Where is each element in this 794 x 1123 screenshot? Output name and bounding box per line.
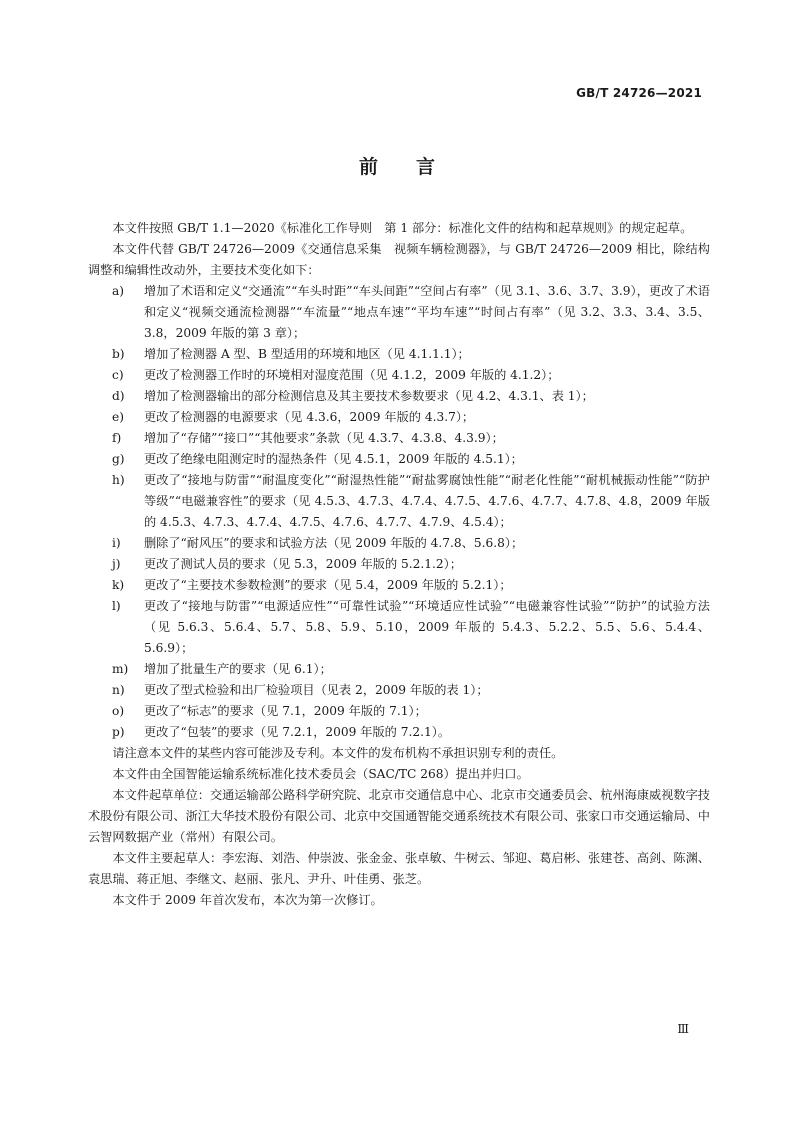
list-item xyxy=(88,575,710,596)
list-item xyxy=(88,281,710,344)
list-item-text: 增加了检测器输出的部分检测信息及其主要技术参数要求（见 4.2、4.3.1、表 1）； xyxy=(144,389,594,403)
list-item-text: 更改了绝缘电阻测定时的湿热条件（见 4.5.1，2009 年版的 4.5.1）； xyxy=(144,452,523,466)
list-item-label: g) xyxy=(112,452,125,466)
list-item xyxy=(88,596,710,659)
list-item-text: 更改了“接地与防雷”“电源适应性”“可靠性试验”“环境适应性试验”“电磁兼容性试验”“防护”的试验方法（见 5.6.3、5.6.4、5.7、5.8、5.9、5.10，2009 年版的 5.4.3、5.2.2、5.5、5.6、5.4.4、5.6.9）； xyxy=(144,599,710,655)
paragraph-patent-notice: 请注意本文件的某些内容可能涉及专利。本文件的发布机构不承担识别专利的责任。 xyxy=(112,746,564,760)
paragraph-proposer: 本文件由全国智能运输系统标准化技术委员会（SAC/TC 268）提出并归口。 xyxy=(112,767,529,781)
list-item-text: 删除了“耐风压”的要求和试验方法（见 2009 年版的 4.7.8、5.6.8）； xyxy=(144,536,524,550)
list-item xyxy=(88,365,710,386)
list-item-label: o) xyxy=(112,704,125,718)
list-item-label: h) xyxy=(112,473,125,487)
list-item xyxy=(88,701,710,722)
foreword-body xyxy=(88,218,710,911)
paragraph-history: 本文件于 2009 年首次发布，本次为第一次修订。 xyxy=(112,893,383,907)
list-item-label: c) xyxy=(112,368,124,382)
list-item xyxy=(88,659,710,680)
list-item-text: 增加了检测器 A 型、B 型适用的环境和地区（见 4.1.1.1）； xyxy=(144,347,470,361)
list-item-label: l) xyxy=(112,599,121,613)
list-item-label: m) xyxy=(112,662,129,676)
list-item xyxy=(88,554,710,575)
list-item-label: a) xyxy=(112,284,125,298)
page-number: Ⅲ xyxy=(677,1022,689,1036)
list-item-text: 更改了“主要技术参数检测”的要求（见 5.4，2009 年版的 5.2.1）； xyxy=(144,578,512,592)
list-item xyxy=(88,533,710,554)
list-item xyxy=(88,386,710,407)
list-item xyxy=(88,428,710,449)
list-item-text: 更改了测试人员的要求（见 5.3，2009 年版的 5.2.1.2）； xyxy=(144,557,462,571)
list-item xyxy=(88,449,710,470)
list-item-label: j) xyxy=(112,557,121,571)
list-item-label: n) xyxy=(112,683,125,697)
paragraph-drafters: 本文件主要起草人：李宏海、刘浩、仲崇波、张金金、张卓敏、牛树云、邹迎、葛启彬、张建苍、高剑、陈渊、袁思瑞、蒋正旭、李继文、赵丽、张凡、尹升、叶佳勇、张芝。 xyxy=(88,851,710,886)
list-item-text: 增加了术语和定义“交通流”“车头时距”“车头间距”“空间占有率”（见 3.1、3.6、3.7、3.9），更改了术语和定义“视频交通流检测器”“车流量”“地点车速”“平均车速”“时间占有率”（见 3.2、3.3、3.4、3.5、3.8，2009 年版的第 3 章）； xyxy=(144,284,710,340)
paragraph-replacement: 本文件代替 GB/T 24726—2009《交通信息采集 视频车辆检测器》，与 GB/T 24726—2009 相比，除结构调整和编辑性改动外，主要技术变化如下： xyxy=(88,242,710,277)
list-item-text: 更改了“标志”的要求（见 7.1，2009 年版的 7.1）； xyxy=(144,704,427,718)
list-item-text: 更改了检测器工作时的环境相对湿度范围（见 4.1.2，2009 年版的 4.1.2）； xyxy=(144,368,560,382)
standard-code: GB/T 24726—2021 xyxy=(576,86,702,100)
page-title: 前言 xyxy=(358,156,473,178)
list-item-text: 更改了检测器的电源要求（见 4.3.6，2009 年版的 4.3.7）； xyxy=(144,410,475,424)
paragraph-drafting-organizations: 本文件起草单位：交通运输部公路科学研究院、北京市交通信息中心、北京市交通委员会、杭州海康威视数字技术股份有限公司、浙江大华技术股份有限公司、北京中交国通智能交通系统技术有限公司、张家口市交通运输局、中云智网数据产业（常州）有限公司。 xyxy=(88,788,710,844)
list-item-label: p) xyxy=(112,725,125,739)
paragraph-drafting-rules: 本文件按照 GB/T 1.1—2020《标准化工作导则 第 1 部分：标准化文件的结构和起草规则》的规定起草。 xyxy=(112,221,693,235)
list-item-text: 更改了“接地与防雷”“耐温度变化”“耐湿热性能”“耐盐雾腐蚀性能”“耐老化性能”“耐机械振动性能”“防护等级”“电磁兼容性”的要求（见 4.5.3、4.7.3、4.7.4、4.7.5、4.7.6、4.7.7、4.7.8、4.8，2009 年版的 4.5.3、4.7.3、4.7.4、4.7.5、4.7.6、4.7.7、4.7.9、4.5.4）； xyxy=(144,473,710,529)
technical-changes-list xyxy=(88,281,710,743)
list-item-text: 更改了“包装”的要求（见 7.2.1，2009 年版的 7.2.1）。 xyxy=(144,725,451,739)
list-item xyxy=(88,407,710,428)
list-item-text: 增加了批量生产的要求（见 6.1）； xyxy=(144,662,332,676)
list-item xyxy=(88,344,710,365)
list-item-label: f) xyxy=(112,431,122,445)
list-item xyxy=(88,470,710,533)
list-item-text: 增加了“存储”“接口”“其他要求”条款（见 4.3.7、4.3.8、4.3.9）； xyxy=(144,431,504,445)
list-item-label: b) xyxy=(112,347,125,361)
list-item xyxy=(88,680,710,701)
list-item-label: i) xyxy=(112,536,121,550)
list-item-text: 更改了型式检验和出厂检验项目（见表 2，2009 年版的表 1）； xyxy=(144,683,489,697)
list-item-label: k) xyxy=(112,578,125,592)
list-item xyxy=(88,722,710,743)
list-item-label: d) xyxy=(112,389,125,403)
list-item-label: e) xyxy=(112,410,124,424)
